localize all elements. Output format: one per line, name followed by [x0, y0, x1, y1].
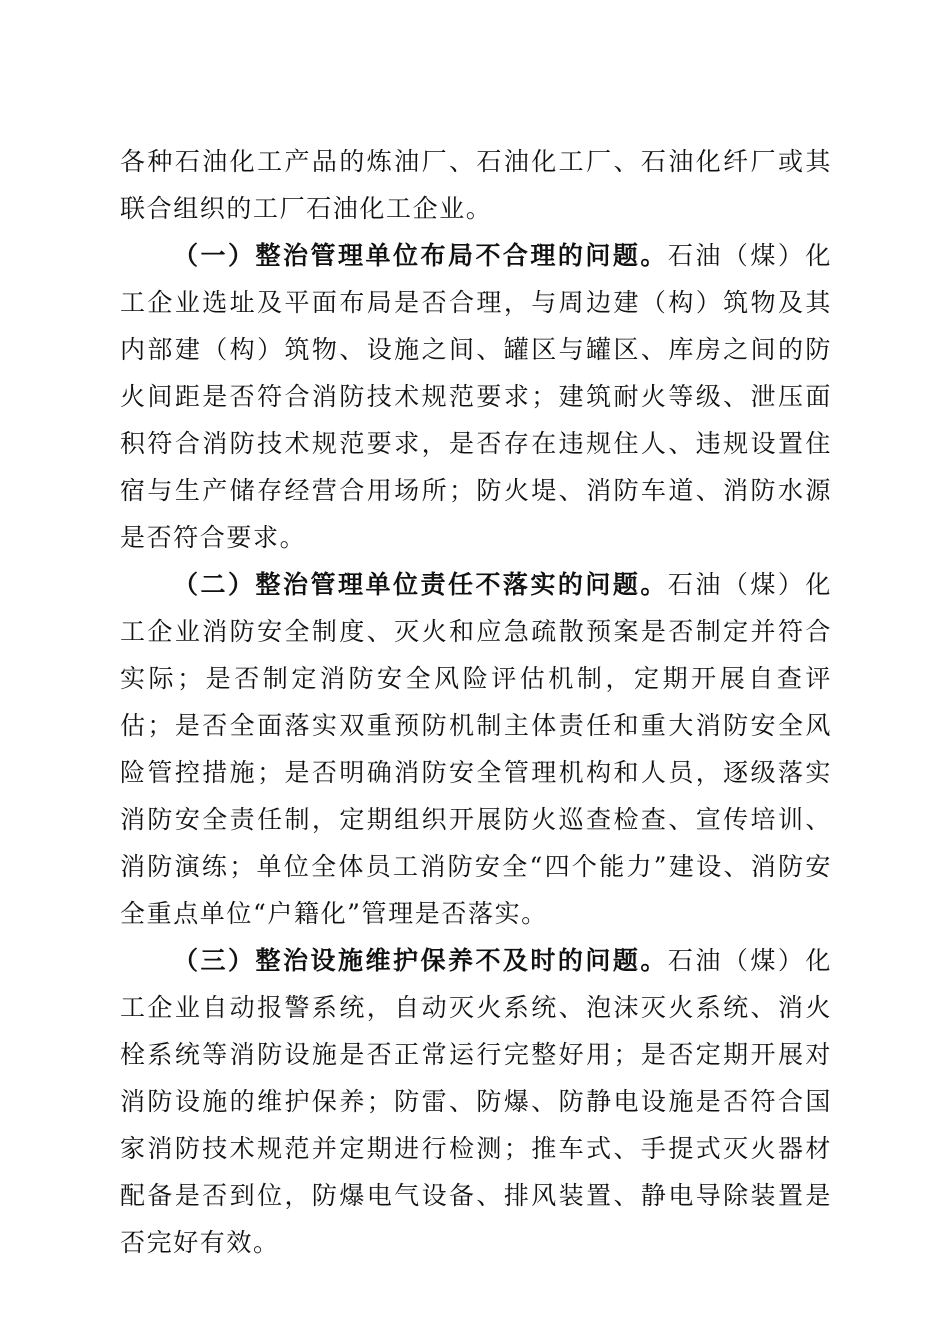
- paragraph-section-3: [120, 937, 832, 1266]
- paragraph-section-2: [120, 561, 832, 937]
- paragraph-text: 各种石油化工产品的炼油厂、石油化工厂、石油化纤厂或其联合组织的工厂石油化工企业。: [120, 147, 832, 223]
- section-1-heading: （一）整治管理单位布局不合理的问题。: [173, 241, 668, 270]
- section-3-heading: （三）整治设施维护保养不及时的问题。: [173, 946, 668, 975]
- section-2-heading: （二）整治管理单位责任不落实的问题。: [173, 570, 668, 599]
- paragraph-intro-continuation: [120, 138, 832, 232]
- section-1-text: 石油（煤）化工企业选址及平面布局是否合理，与周边建（构）筑物及其内部建（构）筑物、设施之间、罐区与罐区、库房之间的防火间距是否符合消防技术规范要求；建筑耐火等级、泄压面积符合消防技术规范要求，是否存在违规住人、违规设置住宿与生产储存经营合用场所；防火堤、消防车道、消防水源是否符合要求。: [120, 241, 832, 552]
- section-3-text: 石油（煤）化工企业自动报警系统，自动灭火系统、泡沫灭火系统、消火栓系统等消防设施是否正常运行完整好用；是否定期开展对消防设施的维护保养；防雷、防爆、防静电设施是否符合国家消防技术规范并定期进行检测；推车式、手提式灭火器材配备是否到位，防爆电气设备、排风装置、静电导除装置是否完好有效。: [120, 946, 832, 1257]
- document-body: [120, 138, 832, 1266]
- paragraph-section-1: [120, 232, 832, 561]
- section-2-text: 石油（煤）化工企业消防安全制度、灭火和应急疏散预案是否制定并符合实际；是否制定消防安全风险评估机制，定期开展自查评估；是否全面落实双重预防机制主体责任和重大消防安全风险管控措施；是否明确消防安全管理机构和人员，逐级落实消防安全责任制，定期组织开展防火巡查检查、宣传培训、消防演练；单位全体员工消防安全“四个能力”建设、消防安全重点单位“户籍化”管理是否落实。: [120, 570, 832, 928]
